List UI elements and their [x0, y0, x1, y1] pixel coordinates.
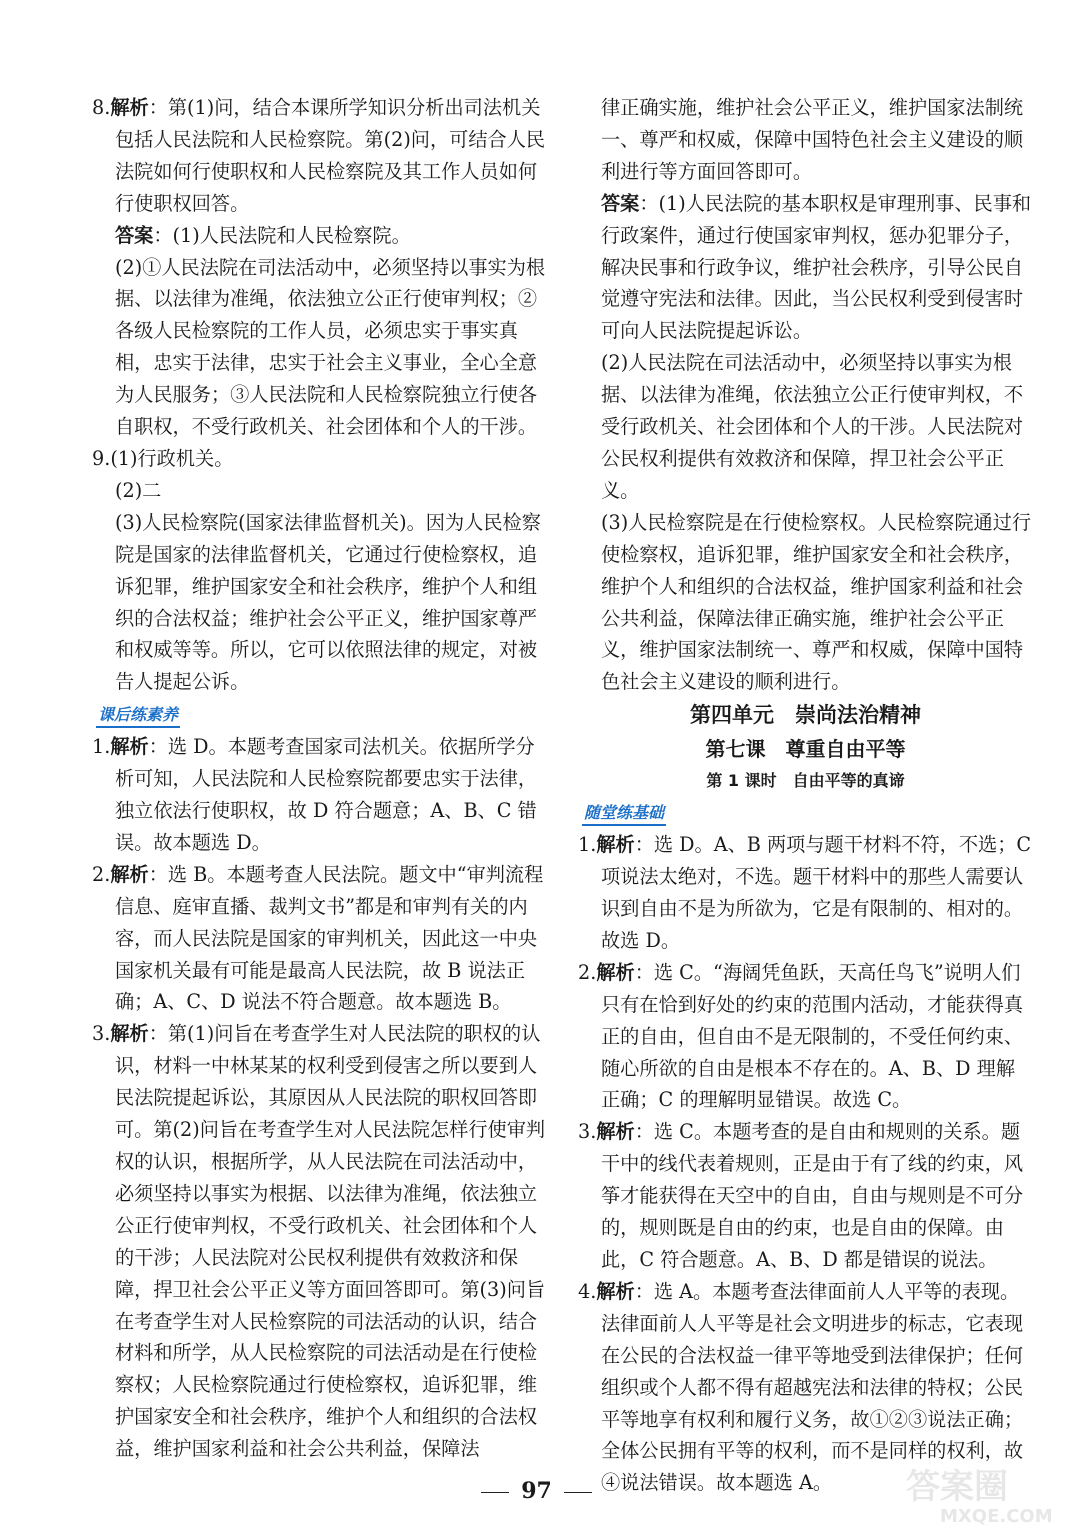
answer-item [578, 957, 1033, 1117]
page-number-dash-left [481, 1492, 509, 1493]
answer-item [92, 443, 547, 475]
answer-item [578, 829, 1033, 957]
lesson-title: 第七课 尊重自由平等 [705, 737, 906, 762]
analysis-label: 解析 [596, 1120, 635, 1144]
answer-paragraph: 律正确实施，维护社会公平正义，维护国家法制统一、尊严和权威，保障中国特色社会主义建设的顺利进行等方面回答即可。 [601, 96, 1024, 183]
answer-text: ：第(1)问旨在考查学生对人民法院的职权的认识，材料一中林某某的权利受到侵害之所以要到人民法院提起诉讼，其原因从人民法院的职权回答即可。第(2)问旨在考查学生对人民法院怎样行使审判权的认识，根据所学，从人民法院在司法活动中，必须坚持以事实为根据、以法律为准绳，依法独立公正行使审判权，不受行政机关、社会团体和个人的干涉；人民法院对公民权利提供有效救济和保障，捍卫社会公平正义等方面回答即可。第(3)问旨在考查学生对人民检察院的司法活动的认识，结合材料和所学，从人民检察院的司法活动是在行使检察权；人民检察院通过行使检察权，追诉犯罪，维护国家安全和社会秩序，维护个人和组织的合法权益，维护国家利益和社会公共利益，保障法 [115, 1022, 546, 1461]
question-number: 3. [578, 1120, 597, 1144]
section-heading-wrap [578, 796, 1033, 829]
question-number: 2. [578, 960, 597, 984]
section-heading: 随堂练基础 [582, 802, 666, 826]
right-column [578, 92, 1033, 1499]
analysis-label: 解析 [110, 862, 149, 886]
answer-item [92, 92, 547, 220]
page-number-text: 97 [521, 1478, 552, 1504]
analysis-label: 解析 [596, 1279, 635, 1303]
answer-item [92, 859, 547, 1019]
analysis-label: 解析 [596, 833, 635, 857]
answer-text: ：选 D。本题考查国家司法机关。依据所学分析可知，人民法院和人民检察院都要忠实于法律，独立依法行使职权，故 D 符合题意；A、B、C 错误。故本题选 D。 [115, 735, 538, 854]
section-heading: 课后练素养 [96, 704, 180, 728]
answer-text: ：选 C。本题考查的是自由和规则的关系。题干中的线代表着规则，正是由于有了线的约束，风筝才能获得在天空中的自由，自由与规则是不可分的，规则既是自由的约束，也是自由的保障。由此，C 符合题意。A、B、D 都是错误的说法。 [601, 1120, 1024, 1271]
answer-text: ：选 A。本题考查法律面前人人平等的表现。法律面前人人平等是社会文明进步的标志，它表现在公民的合法权益一律平等地受到法律保护；任何组织或个人都不得有超越宪法和法律的特权；公民平等地享有权利和履行义务，故①②③说法正确；全体公民拥有平等的权利，而不是同样的权利，故④说法错误。故本题选 A。 [601, 1279, 1024, 1495]
answer-label: 答案 [601, 191, 640, 215]
answer-text: ：选 C。“海阔凭鱼跃，天高任鸟飞”说明人们只有在恰到好处的约束的范围内活动，才能获得真正的自由，但自由不是无限制的，不受任何约束、随心所欲的自由是根本不存在的。A、B、D 理解正确；C 的理解明显错误。故选 C。 [601, 960, 1024, 1112]
answer-label: 答案 [115, 223, 154, 247]
question-number: 3. [92, 1022, 111, 1046]
answer-paragraph: (2)二 [115, 478, 162, 502]
analysis-label: 解析 [110, 96, 149, 119]
answer-text: ：选 D。A、B 两项与题干材料不符，不选；C 项说法太绝对，不选。题干材料中的那些人需要认识到自由不是为所欲为，它是有限制的、相对的。故选 D。 [601, 833, 1032, 952]
answer-key [578, 188, 1033, 348]
question-number: 8. [92, 96, 111, 119]
analysis-label: 解析 [110, 1022, 149, 1046]
answer-paragraph: (2)人民法院在司法活动中，必须坚持以事实为根据、以法律为准绳，依法独立公正行使审判权，不受行政机关、社会团体和个人的干涉。人民法院对公民权利提供有效救济和保障，捍卫社会公平正义。 [601, 351, 1024, 502]
watermark-url: MXQE.COM [940, 1506, 1053, 1527]
question-number: 4. [578, 1279, 597, 1303]
question-number: 1. [578, 833, 597, 857]
answer-item [92, 1018, 547, 1465]
analysis-label: 解析 [110, 735, 149, 759]
answer-paragraph: (2)①人民法院在司法活动中，必须坚持以事实为根据、以法律为准绳，依法独立公正行使审判权；②各级人民检察院的工作人员，必须忠实于事实真相，忠实于法律，忠实于社会主义事业，全心全意为人民服务；③人民法院和人民检察院独立行使各自职权，不受行政机关、社会团体和个人的干涉。 [115, 255, 546, 439]
section-heading-wrap [92, 698, 547, 731]
question-number: 9. [92, 446, 111, 470]
left-column [92, 92, 547, 1465]
watermark-logo [900, 1458, 1060, 1528]
unit-title: 第四单元 崇尚法治精神 [690, 703, 921, 728]
answer-paragraph: (3)人民检察院(国家法律监督机关)。因为人民检察院是国家的法律监督机关，它通过行使检察权，追诉犯罪，维护国家安全和社会秩序，维护个人和组织的合法权益；维护社会公平正义，维护国家尊严和权威等等。所以，它可以依照法律的规定，对被告人提起公诉。 [115, 510, 541, 694]
question-number: 1. [92, 735, 111, 759]
period-title: 第 1 课时 自由平等的真谛 [706, 771, 905, 791]
answer-text: (1)行政机关。 [110, 446, 234, 470]
answer-text: ：选 B。本题考查人民法院。题文中“审判流程信息、庭审直播、裁判文书”都是和审判有关的内容，而人民法院是国家的审判机关，因此这一中央国家机关最有可能是最高人民法院，故 B 说法正确；A、C、D 说法不符合题意。故本题选 B。 [115, 862, 544, 1014]
answer-text: ：第(1)问，结合本课所学知识分析出司法机关包括人民法院和人民检察院。第(2)问，可结合人民法院如何行使职权和人民检察院及其工作人员如何行使职权回答。 [115, 96, 546, 215]
watermark-text: 答案圈 [906, 1467, 1008, 1507]
page-number-dash-right [564, 1492, 592, 1493]
answer-paragraph: (3)人民检察院是在行使检察权。人民检察院通过行使检察权，追诉犯罪，维护国家安全和社会秩序，维护个人和组织的合法权益，维护国家利益和社会公共利益，保障法律正确实施，维护社会公平正义，维护国家法制统一、尊严和权威，保障中国特色社会主义建设的顺利进行。 [601, 510, 1032, 694]
answer-key [92, 220, 547, 252]
answer-item [92, 731, 547, 859]
analysis-label: 解析 [596, 960, 635, 984]
answer-text: ：(1)人民法院和人民检察院。 [153, 223, 411, 247]
answer-item [578, 1116, 1033, 1276]
question-number: 2. [92, 862, 111, 886]
answer-text: ：(1)人民法院的基本职权是审理刑事、民事和行政案件，通过行使国家审判权，惩办犯罪分子，解决民事和行政争议，维护社会秩序，引导公民自觉遵守宪法和法律。因此，当公民权利受到侵害时可向人民法院提起诉讼。 [601, 191, 1032, 343]
